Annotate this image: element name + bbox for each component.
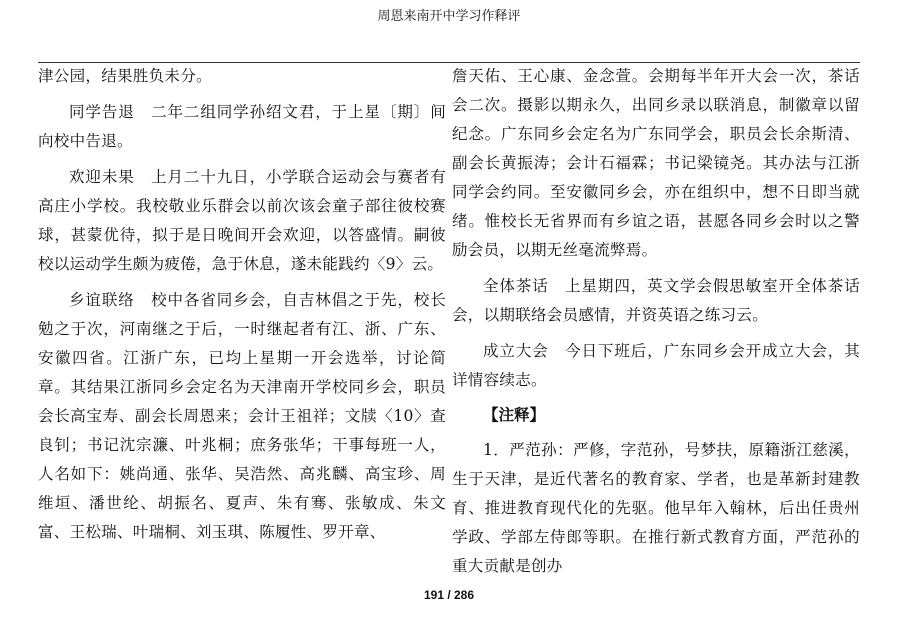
paragraph-association-continued: 詹天佑、王心康、金念萱。会期每半年开大会一次，茶话会二次。摄影以期永久，出同乡录以联消息，制徽章以留纪念。广东同乡会定名为广东同学会，职员会长余斯清、副会长黄振涛；会计石福霖；书记梁镜尧。其办法与江浙同学会约同。至安徽同乡会，亦在组织中，想不日即当就绪。惟校长无省界而有乡谊之语，甚愿各同乡会时以之警励会员，以期无丝毫流弊焉。 [452,67,860,259]
paragraph-tea-party: 全体茶话 上星期四，英文学会假思敏室开全体茶话会，以期联络会员感情，并资英语之练习云。 [452,277,860,324]
running-header: 周恩来南开中学习作释评 [377,9,521,24]
page-number: 191 / 286 [423,588,475,602]
paragraph-student-withdrawal: 同学告退 二年二组同学孙绍文君，于上星〔期〕间向校中告退。 [38,103,446,150]
paragraph-welcome-cancelled: 欢迎未果 上月二十九日，小学联合运动会与赛者有高庄小学校。我校敬业乐群会以前次该会童子部往彼校赛球，甚蒙优待，拟于是日晚间开会欢迎，以答盛情。嗣彼校以运动学生颇为疲倦，急于休息，遂未能践约〈9〉云。 [38,168,446,273]
left-column [38,62,446,547]
paragraph-park-match: 津公园，结果胜负未分。 [38,67,212,85]
note-1: 1．严范孙：严修，字范孙，号梦扶，原籍浙江慈溪，生于天津，是近代著名的教育家、学者，也是革新封建教育、推进教育现代化的先驱。他早年入翰林，后出任贵州学政、学部左侍郎等职。在推行新式教育方面，严范孙的重大贡献是创办 [452,441,860,575]
paragraph-founding-meeting: 成立大会 今日下班后，广东同乡会开成立大会，其详情容续志。 [452,342,860,389]
right-column [452,62,860,581]
paragraph-hometown-associations: 乡谊联络 校中各省同乡会，自吉林倡之于先，校长勉之于次，河南继之于后，一时继起者有江、浙、广东、安徽四省。江浙广东，已均上星期一开会选举，讨论简章。其结果江浙同乡会定名为天津南开学校同乡会，职员会长高宝寿、副会长周恩来；会计王祖祥；文牍〈10〉查良钊；书记沈宗濂、叶兆桐；庶务张华；干事每班一人，人名如下：姚尚通、张华、吴浩然、高兆麟、高宝珍、周维垣、潘世纶、胡振名、夏声、朱有骞、张敏成、朱文富、王松瑞、叶瑞桐、刘玉琪、陈履性、罗开章、 [38,291,446,541]
notes-heading: 【注释】 [483,405,546,424]
